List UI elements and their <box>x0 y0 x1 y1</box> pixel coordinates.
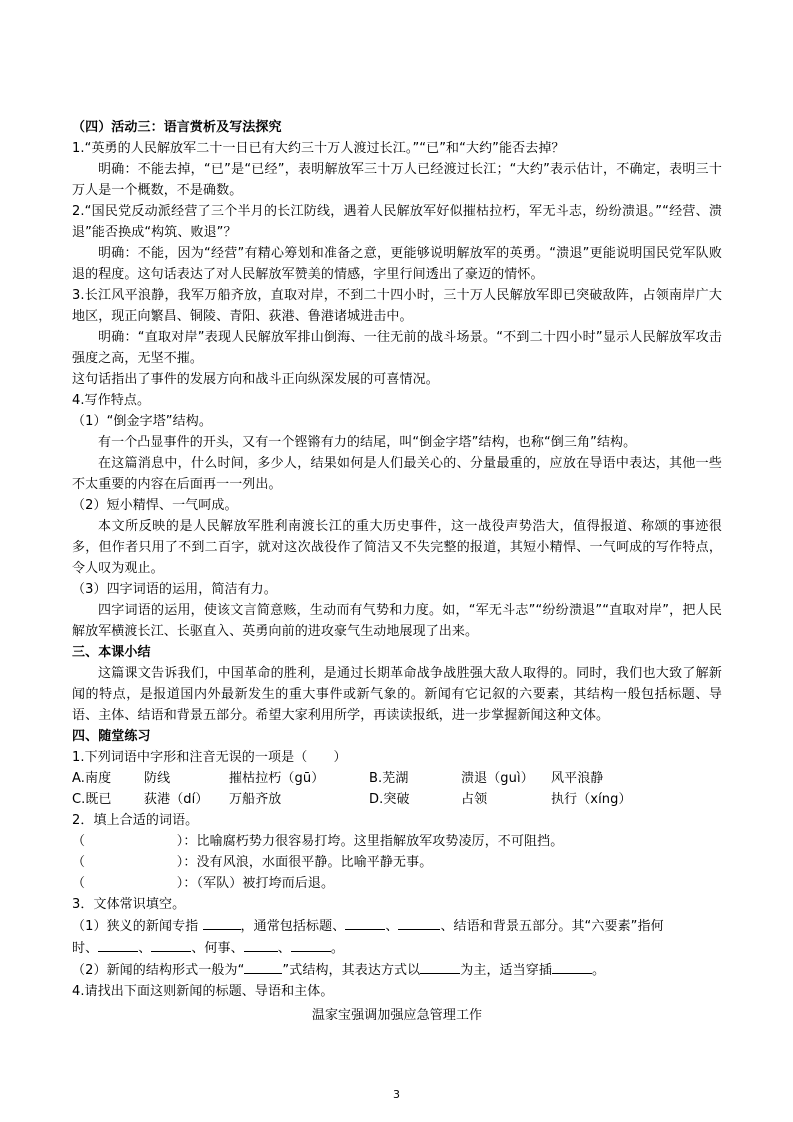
option-a-word-3: 摧枯拉朽（gū） <box>229 771 325 786</box>
blank <box>151 937 191 952</box>
feature-1-paragraph-1: 有一个凸显事件的开头，又有一个铿锵有力的结尾，叫“倒金字塔”结构，也称“倒三角”结构。 <box>98 435 637 450</box>
exercise-2-line-3: （ ）：（军队）被打垮而后退。 <box>72 876 335 891</box>
option-a-word-1: A.南度 <box>72 771 112 786</box>
section-title: （四）活动三：语言赏析及写法探究 <box>72 120 282 135</box>
exercise-2: 2．填上合适的词语。 <box>72 813 199 828</box>
question-3: 3.长江风平浪静，我军万船齐放，直取对岸，不到二十四小时，三十万人民解放军即已突破敌阵，占领南岸广大地区，现正向繁昌、铜陵、青阳、荻港、鲁港诸城进击中。 <box>72 288 722 324</box>
exercise-3: 3．文体常识填空。 <box>72 897 186 912</box>
option-a-word-2: 防线 <box>144 771 171 786</box>
blank <box>244 959 282 974</box>
feature-3-paragraph: 四字词语的运用，使该文言简意赅，生动而有气势和力度。如，“军无斗志”“纷纷溃退”“直取对岸”，把人民解放军横渡长江、长驱直入、英勇向前的进攻豪气生动地展现了出来。 <box>72 603 722 639</box>
option-c-word-1: C.既已 <box>72 792 112 807</box>
feature-1-title: （1）“倒金字塔”结构。 <box>72 414 212 429</box>
option-c-word-3: 万船齐放 <box>229 792 282 807</box>
document-content <box>72 117 722 1026</box>
exercise-2-line-1: （ ）：比喻腐朽势力很容易打垮。这里指解放军攻势凌厉，不可阻挡。 <box>72 834 564 849</box>
exercise-2-line-2: （ ）：没有风浪，水面很平静。比喻平静无事。 <box>72 855 433 870</box>
blank <box>420 959 460 974</box>
question-1: 1.“英勇的人民解放军二十一日已有大约三十万人渡过长江。”“已”和“大约”能否去掉？ <box>72 141 565 156</box>
option-b-word-1: B.芜湖 <box>369 771 409 786</box>
blank <box>203 915 241 930</box>
feature-1-paragraph-2: 在这篇消息中，什么时间，多少人，结果如何是人们最关心的、分量最重的，应放在导语中表达，其他一些不太重要的内容在后面再一一列出。 <box>72 456 722 492</box>
exercise-4: 4.请找出下面这则新闻的标题、导语和主体。 <box>72 984 334 999</box>
news-title: 温家宝强调加强应急管理工作 <box>311 1008 483 1023</box>
blank <box>291 937 331 952</box>
question-2: 2.“国民党反动派经营了三个半月的长江防线，遇着人民解放军好似摧枯拉朽，军无斗志，纷纷溃退。”“经营、溃退”能否换成“构筑、败退”？ <box>72 204 722 240</box>
option-c-word-2: 荻港（dí） <box>144 792 209 807</box>
feature-2-paragraph: 本文所反映的是人民解放军胜利南渡长江的重大历史事件，这一战役声势浩大，值得报道、称颂的事迹很多，但作者只用了不到二百字，就对这次战役作了简洁又不失完整的报道，其短小精悍、一气呵成的写作特点，令人叹为观止。 <box>72 519 722 576</box>
option-d-word-3: 执行（xíng） <box>551 792 632 807</box>
option-d-word-2: 占领 <box>461 792 488 807</box>
exercise-heading: 四、随堂练习 <box>72 729 151 744</box>
exercise-1-options-ab <box>72 768 722 789</box>
exercise-3-item-1-line-1: （1）狭义的新闻专指 ，通常包括标题、 、 、结语和背景五部分。其“六要素”指何 <box>72 915 722 937</box>
answer-3: 明确：“直取对岸”表现人民解放军排山倒海、一往无前的战斗场景。“不到二十四小时”显示人民解放军攻击强度之高，无坚不摧。 <box>72 330 722 366</box>
blank <box>345 915 385 930</box>
exercise-1: 1.下列词语中字形和注音无误的一项是（ ） <box>72 750 347 765</box>
option-b-word-2: 溃退（guì） <box>461 771 534 786</box>
summary-paragraph: 这篇课文告诉我们，中国革命的胜利，是通过长期革命战争战胜强大敌人取得的。同时，我们也大致了解新闻的特点，是报道国内外最新发生的重大事件或新气象的。新闻有它记叙的六要素，其结构一般包括标题、导语、主体、结语和背景五部分。希望大家利用所学，再读读报纸，进一步掌握新闻这种文体。 <box>72 666 722 723</box>
answer-1: 明确：不能去掉，“已”是“已经”，表明解放军三十万人已经渡过长江；“大约”表示估计，不确定，表明三十万人是一个概数，不是确数。 <box>72 162 722 198</box>
page-number: 3 <box>393 1088 400 1101</box>
blank <box>244 937 278 952</box>
feature-3-title: （3）四字词语的运用，简洁有力。 <box>72 582 277 597</box>
summary-heading: 三、本课小结 <box>72 645 151 660</box>
blank <box>398 915 440 930</box>
answer-3-note: 这句话指出了事件的发展方向和战斗正向纵深发展的可喜情况。 <box>72 372 439 387</box>
blank <box>98 937 138 952</box>
option-d-word-1: D.突破 <box>369 792 410 807</box>
answer-2: 明确：不能，因为“经营”有精心筹划和准备之意，更能够说明解放军的英勇。“溃退”更能说明国民党军队败退的程度。这句话表达了对人民解放军赞美的情感，字里行间透出了豪迈的情怀。 <box>72 246 722 282</box>
blank <box>552 959 592 974</box>
question-4: 4.写作特点。 <box>72 393 151 408</box>
exercise-3-item-1-line-2: 时、 、 、何事、 、 。 <box>72 937 722 959</box>
exercise-3-item-2: （2）新闻的结构形式一般为“ ”式结构，其表达方式以 为主，适当穿插 。 <box>72 959 722 981</box>
exercise-1-options-cd <box>72 789 722 810</box>
option-b-word-3: 风平浪静 <box>551 771 604 786</box>
feature-2-title: （2）短小精悍、一气呵成。 <box>72 498 238 513</box>
